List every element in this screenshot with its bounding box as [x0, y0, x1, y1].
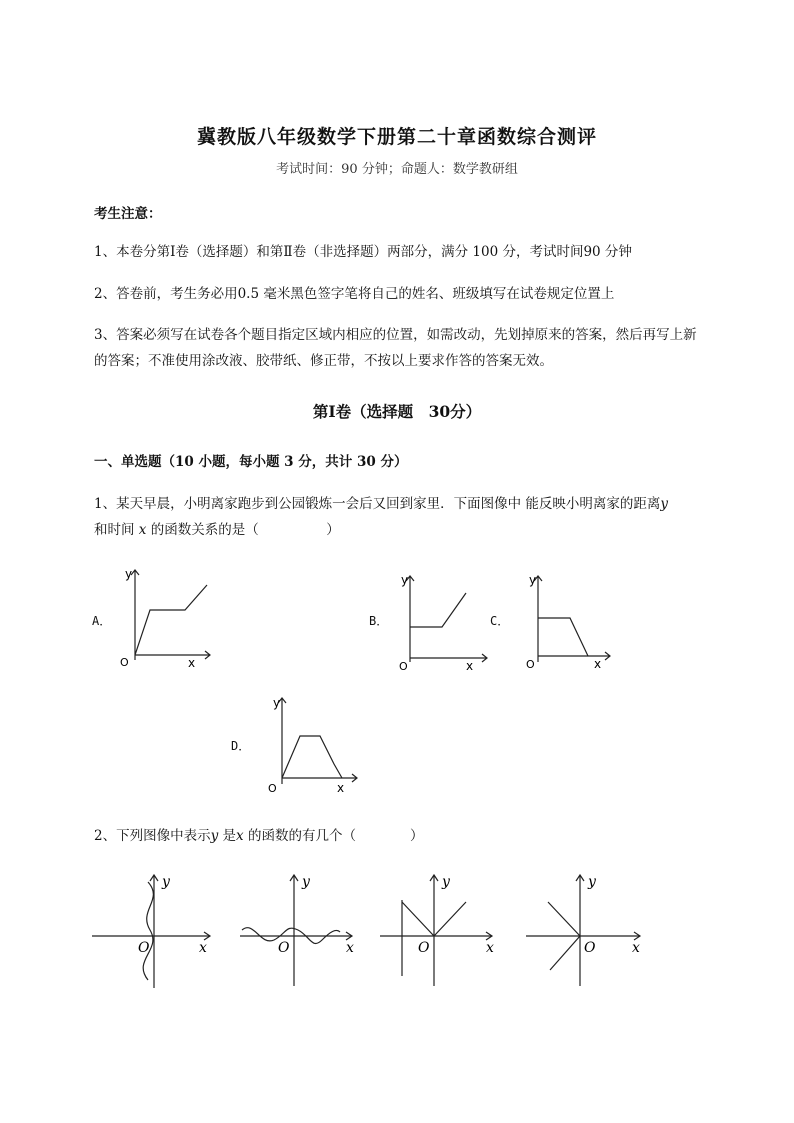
- origin-label: O: [399, 660, 408, 673]
- axis-x-label: x: [594, 657, 602, 671]
- notice-item-1: 1、本卷分第Ⅰ卷（选择题）和第Ⅱ卷（非选择题）两部分，满分 100 分，考试时间90 分钟: [94, 244, 632, 260]
- axis-x-label: x: [346, 940, 354, 956]
- q2-graph-1[interactable]: [92, 870, 222, 990]
- axis-y-label: y: [401, 573, 409, 587]
- axis-y-label: y: [162, 874, 170, 890]
- option-a-label[interactable]: A．: [92, 614, 112, 628]
- axis-y-label: y: [588, 874, 596, 890]
- origin-label: O: [584, 940, 596, 956]
- section-title: 第Ⅰ卷（选择题 30分）: [312, 402, 482, 421]
- option-b-label[interactable]: B．: [369, 614, 389, 628]
- q2-graph-3[interactable]: [380, 870, 505, 990]
- axis-x-label: x: [632, 940, 640, 956]
- axis-x-label: x: [199, 940, 207, 956]
- q2-text-a: 2、下列图像中表示: [94, 828, 211, 844]
- option-c-graph[interactable]: [516, 570, 616, 675]
- origin-label: O: [418, 940, 430, 956]
- exam-info: 考试时间：90 分钟；命题人：数学教研组: [276, 162, 518, 177]
- origin-label: O: [278, 940, 290, 956]
- notice-item-3-cont: 的答案；不准使用涂改液、胶带纸、修正带，不按以上要求作答的答案无效。: [94, 353, 553, 369]
- q2-text-c: 的函数的有几个（ ）: [243, 828, 424, 844]
- part-title: 一、单选题（10 小题，每小题 3 分，共计 30 分）: [94, 454, 408, 470]
- axis-y-label: y: [442, 874, 450, 890]
- var-y: y: [660, 496, 669, 512]
- var-x: x: [236, 828, 244, 844]
- q1-line2-b: 的函数关系的是（ ）: [146, 522, 340, 538]
- q1-line2-a: 和时间: [94, 522, 139, 538]
- q2-text-b: 是: [218, 828, 237, 844]
- var-x: x: [138, 522, 147, 538]
- notice-item-3: 3、答案必须写在试卷各个题目指定区域内相应的位置，如需改动，先划掉原来的答案，然后再写上新: [94, 327, 697, 343]
- q2-graph-2[interactable]: [240, 870, 365, 990]
- question-1-text: [94, 492, 754, 516]
- axis-x-label: x: [486, 940, 494, 956]
- axis-y-label: y: [302, 874, 310, 890]
- q2-graph-4[interactable]: [526, 870, 651, 990]
- axis-y-label: y: [125, 567, 133, 581]
- origin-label: O: [268, 782, 277, 795]
- question-2-text: [94, 824, 734, 848]
- origin-label: O: [138, 940, 150, 956]
- question-1-line1: 1、某天早晨，小明离家跑步到公园锻炼一会后又回到家里．下面图像中 能反映小明离家的距离: [94, 496, 661, 512]
- option-d-label[interactable]: D．: [231, 739, 251, 753]
- origin-label: O: [120, 656, 129, 669]
- notice-heading: 考生注意：: [94, 206, 162, 222]
- axis-x-label: x: [466, 659, 474, 673]
- option-c-label[interactable]: C．: [490, 614, 510, 628]
- axis-y-label: y: [273, 696, 281, 710]
- option-d-graph[interactable]: [262, 692, 367, 802]
- question-1-text-line2: [94, 518, 734, 542]
- axis-y-label: y: [529, 573, 537, 587]
- var-y: y: [210, 828, 219, 844]
- option-b-graph[interactable]: [390, 570, 490, 675]
- axis-x-label: x: [188, 656, 196, 670]
- option-a-graph[interactable]: [110, 565, 220, 675]
- notice-item-2: 2、答卷前，考生务必用0.5 毫米黑色签字笔将自己的姓名、班级填写在试卷规定位置上: [94, 286, 615, 302]
- axis-x-label: x: [337, 781, 345, 795]
- origin-label: O: [526, 658, 535, 671]
- page-title: 冀教版八年级数学下册第二十章函数综合测评: [196, 126, 597, 148]
